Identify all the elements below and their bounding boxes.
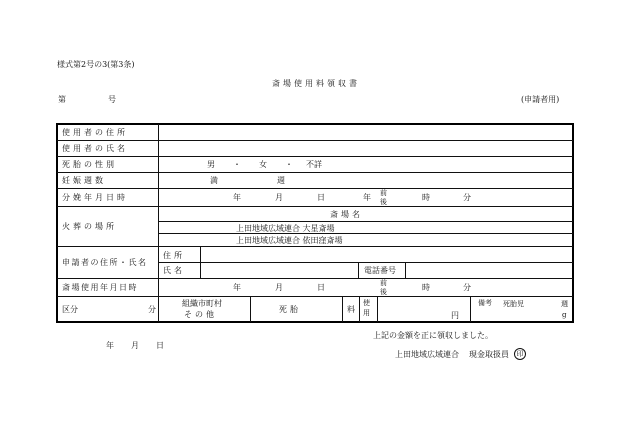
seal-mark: 印	[514, 348, 526, 360]
delivery-hour: 時	[422, 193, 430, 202]
category-label-end: 分	[148, 305, 156, 314]
delivery-minute: 分	[463, 193, 471, 202]
fee-usage-1: 使	[363, 299, 370, 307]
category-option-member: 組織市町村	[182, 299, 222, 308]
usage-label: 斎場使用年月日時	[62, 283, 138, 292]
weeks-prefix: 満	[210, 176, 218, 185]
fee-yen: 円	[451, 311, 459, 320]
delivery-pm: 後	[380, 198, 387, 206]
sex-female: 女	[259, 160, 267, 169]
category-label-start: 区分	[62, 305, 78, 314]
footer-year: 年	[106, 341, 114, 350]
remarks-gram-unit: g	[562, 311, 567, 319]
issuer-name: 上田地域広域連合	[395, 350, 459, 359]
usage-am: 前	[380, 279, 387, 287]
delivery-am: 前	[380, 189, 387, 197]
weeks-suffix: 週	[277, 176, 285, 185]
weeks-label: 妊娠週数	[62, 176, 106, 185]
fee-usage-2: 用	[363, 309, 370, 317]
name-label: 使用者の氏名	[62, 144, 128, 153]
usage-hour: 時	[422, 283, 430, 292]
applicant-name-label: 氏名	[163, 266, 185, 275]
usage-month: 月	[275, 283, 283, 292]
usage-day: 日	[317, 283, 325, 292]
sex-label: 死胎の性別	[62, 160, 117, 169]
sex-separator: ・	[233, 160, 241, 169]
sex-unknown: 不詳	[306, 160, 322, 169]
document-title: 斎場使用料領収書	[272, 79, 360, 88]
phone-label: 電話番号	[364, 266, 396, 275]
applicant-address-label: 住所	[163, 251, 185, 260]
remarks-label: 備考	[478, 299, 492, 307]
number-prefix: 第	[58, 95, 66, 104]
fee-label: 料	[347, 305, 355, 314]
usage-minute: 分	[463, 283, 471, 292]
officer-label: 現金取扱員	[469, 350, 509, 359]
delivery-day-suffix: 年	[363, 193, 371, 202]
delivery-year: 年	[233, 193, 241, 202]
remarks-text: 死胎児	[503, 300, 524, 308]
delivery-month: 月	[275, 193, 283, 202]
footer-day: 日	[156, 341, 164, 350]
delivery-label: 分娩年月日時	[62, 193, 128, 202]
category-option-other: その他	[184, 310, 217, 319]
received-statement: 上記の金額を正に領収しました。	[373, 331, 493, 340]
remarks-weeks-unit: 週	[561, 300, 568, 308]
sex-male: 男	[207, 160, 215, 169]
form-number: 様式第2号の3(第3条)	[57, 60, 135, 69]
delivery-day: 日	[317, 193, 325, 202]
crem-header: 斎場名	[330, 210, 363, 219]
usage-year: 年	[233, 283, 241, 292]
crem-label: 火葬の場所	[62, 222, 117, 231]
address-label: 使用者の住所	[62, 128, 128, 137]
number-suffix: 号	[108, 95, 116, 104]
copy-label: (申請者用)	[521, 95, 560, 104]
crem-option-yodakubo: 上田地域広域連合 依田窪斎場	[236, 236, 343, 245]
crem-option-oboshi: 上田地域広域連合 大星斎場	[236, 224, 335, 233]
footer-month: 月	[131, 341, 139, 350]
applicant-label: 申請者の住所・氏名	[62, 258, 148, 267]
usage-pm: 後	[380, 288, 387, 296]
sex-separator: ・	[285, 160, 293, 169]
category-stillbirth: 死胎	[279, 305, 301, 314]
